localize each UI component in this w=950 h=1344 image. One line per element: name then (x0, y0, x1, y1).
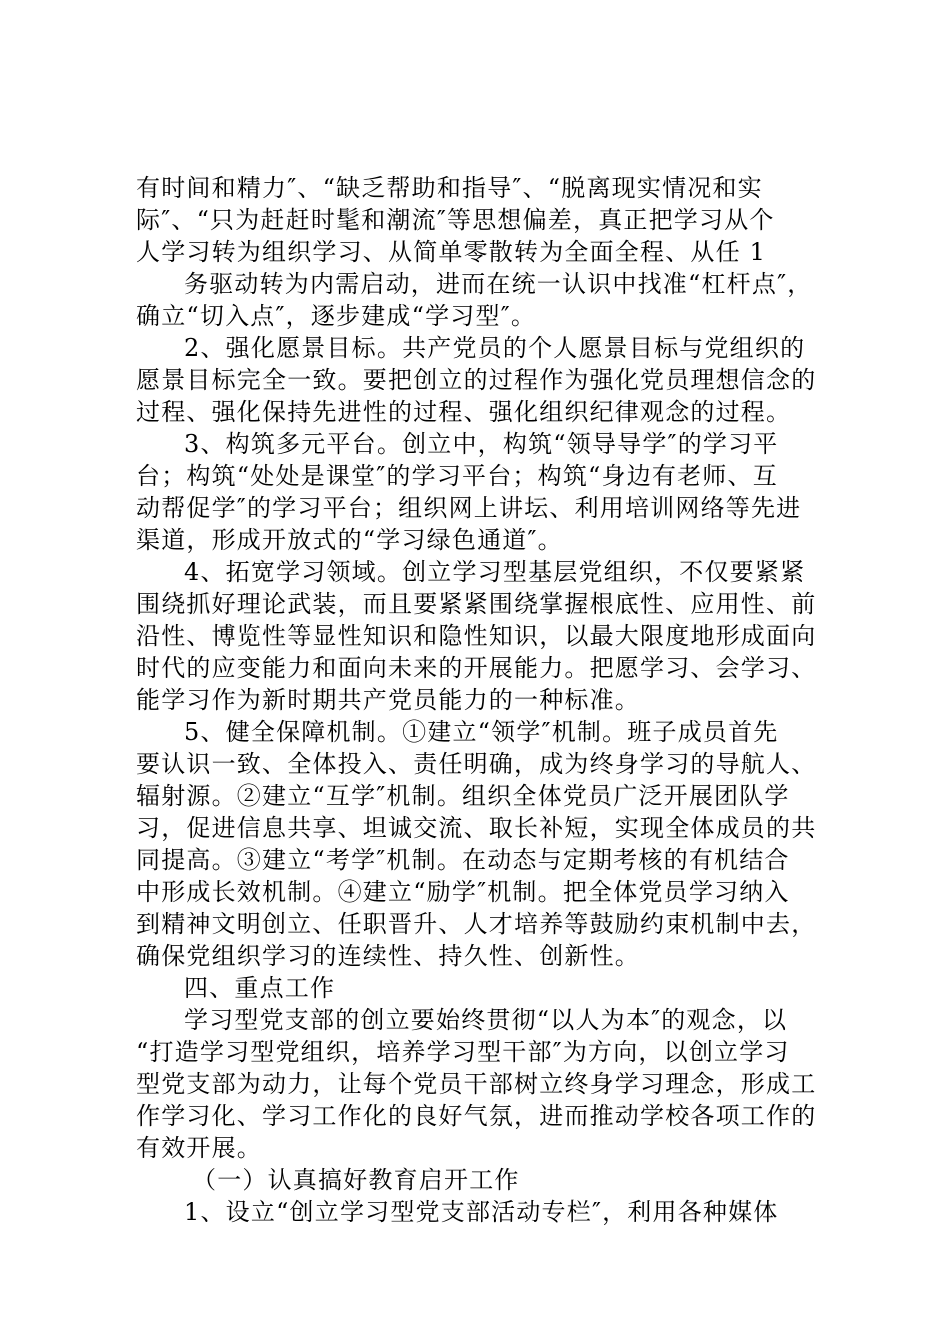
text-line: “打造学习型党组织，培养学习型干部″为方向，以创立学习 (136, 1038, 790, 1066)
text-line: 台；构筑“处处是课堂″的学习平台；构筑“身边有老师、互 (136, 462, 778, 490)
text-line: 动帮促学″的学习平台；组织网上讲坛、利用培训网络等先进 (136, 494, 802, 522)
text-line: 要认识一致、全体投入、责任明确，成为终身学习的导航人、 (136, 750, 817, 778)
text-line: 时代的应变能力和面向未来的开展能力。把愿学习、会学习、 (136, 654, 817, 682)
text-line: 际″、“只为赶赶时髦和潮流″等思想偏差，真正把学习从个 (136, 206, 775, 234)
text-line: 有效开展。 (136, 1134, 262, 1162)
subsection-heading: （一）认真搞好教育启开工作 (192, 1166, 520, 1194)
text-line: 过程、强化保持先进性的过程、强化组织纪律观念的过程。 (136, 398, 792, 426)
text-line: 习，促进信息共享、坦诚交流、取长补短，实现全体成员的共 (136, 814, 817, 842)
text-line: 能学习作为新时期共产党员能力的一种标准。 (136, 686, 640, 714)
text-line: 辐射源。②建立“互学″机制。组织全体党员广泛开展团队学 (136, 782, 790, 810)
text-line: 愿景目标完全一致。要把创立的过程作为强化党员理想信念的 (136, 366, 817, 394)
text-line: 渠道，形成开放式的“学习绿色通道″。 (136, 526, 563, 554)
text-line: 中形成长效机制。④建立“励学″机制。把全体党员学习纳入 (136, 878, 790, 906)
paragraph-heading-5: 5、健全保障机制。①建立“领学″机制。班子成员首先 (184, 718, 779, 746)
text-line: 1、设立“创立学习型党支部活动专栏″，利用各种媒体 (184, 1198, 779, 1226)
text-line: 务驱动转为内需启动，进而在统一认识中找准“杠杆点″， (184, 270, 813, 298)
text-line: 同提高。③建立“考学″机制。在动态与定期考核的有机结合 (136, 846, 790, 874)
text-line: 学习型党支部的创立要始终贯彻“以人为本″的观念，以 (184, 1006, 788, 1034)
text-line: 确立“切入点″，逐步建成“学习型″。 (136, 302, 537, 330)
text-line: 确保党组织学习的连续性、持久性、创新性。 (136, 942, 640, 970)
text-line: 作学习化、学习工作化的良好气氛，进而推动学校各项工作的 (136, 1102, 817, 1130)
section-heading: 四、重点工作 (184, 974, 336, 1002)
text-line: 到精神文明创立、任职晋升、人才培养等鼓励约束机制中去， (136, 910, 817, 938)
text-line: 有时间和精力″、“缺乏帮助和指导″、“脱离现实情况和实 (136, 174, 763, 202)
text-line: 围绕抓好理论武装，而且要紧紧围绕掌握根底性、应用性、前 (136, 590, 817, 618)
text-line: 人学习转为组织学习、从简单零散转为全面全程、从任 1 (136, 238, 767, 266)
paragraph-heading-4: 4、拓宽学习领域。创立学习型基层党组织，不仅要紧紧 (184, 558, 806, 586)
paragraph-heading-3: 3、构筑多元平台。创立中，构筑“领导导学″的学习平 (184, 430, 779, 458)
document-body (136, 172, 826, 1228)
text-line: 沿性、博览性等显性知识和隐性知识，以最大限度地形成面向 (136, 622, 817, 650)
text-line: 型党支部为动力，让每个党员干部树立终身学习理念，形成工 (136, 1070, 817, 1098)
paragraph-heading-2: 2、强化愿景目标。共产党员的个人愿景目标与党组织的 (184, 334, 806, 362)
